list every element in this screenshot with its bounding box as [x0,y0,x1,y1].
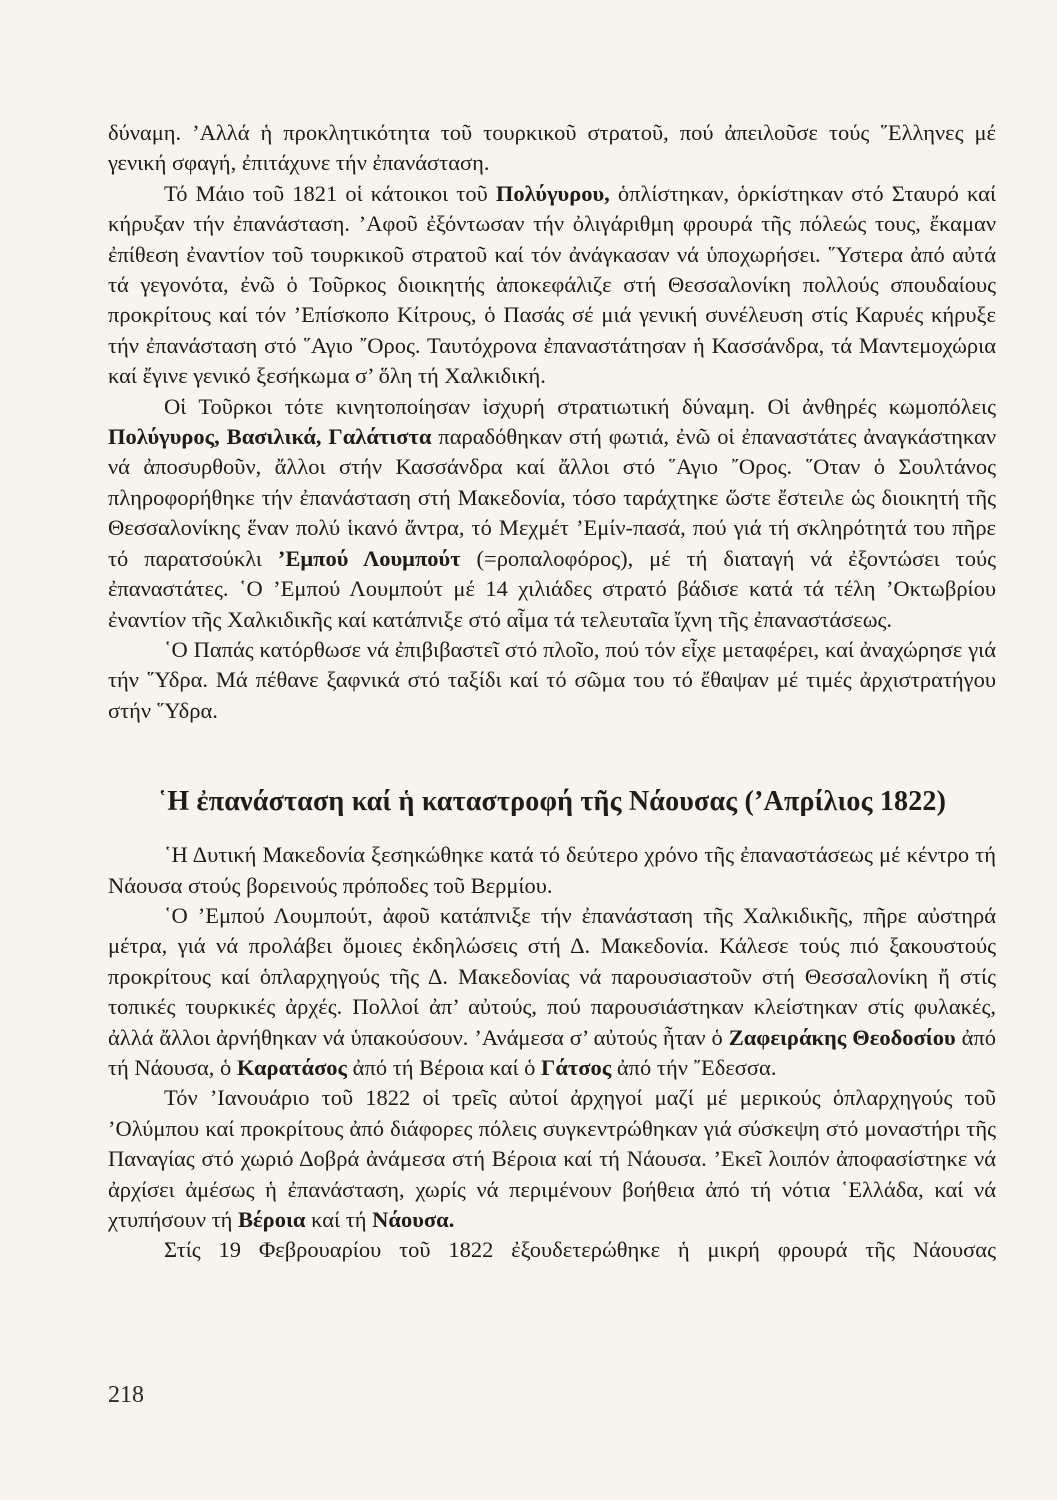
page-number: 218 [108,1382,144,1408]
paragraph [108,901,996,1083]
paragraph [108,1083,996,1235]
text-run: Στίς 19 Φεβρουαρίου τοῦ 1822 ἐξουδετερώθηκε ἡ μικρή φρουρά τῆς Νάουσας [164,1237,996,1263]
section-heading: ῾Η ἐπανάσταση καί ἡ καταστροφή τῆς Νάουσας (’Απρίλιος 1822) [157,786,947,818]
text-run: ἀπό τήν ῎Εδεσσα. [611,1054,777,1080]
text-run: Οἱ Τοῦρκοι τότε κινητοποίησαν ἰσχυρή στρατιωτική δύναμη. Οἱ ἀνθηρές κωμοπόλεις [164,393,996,419]
text-run: καί τή [305,1207,373,1232]
paragraph [108,392,996,635]
text-run: ῾Ο Παπάς κατόρθωσε νά ἐπιβιβαστεῖ στό πλοῖο, πού τόν εἶχε μεταφέρει, καί ἀναχώρησε γιά τήν ῞Υδρα. Μά πέθανε ξαφνικά στό ταξίδι καί τό σῶμα του τό ἔθαψαν μέ τιμές ἀρχιστρατήγου στήν ῞Υδρα. [108,636,996,723]
emphasized-term: Πολύγυρου, [495,180,610,206]
text-run: ἀπό τή Νάουσα, ὁ [108,1024,996,1080]
text-run: ὁπλίστηκαν, ὁρκίστηκαν στό Σταυρό καί κήρυξαν τήν ἐπανάσταση. ’Αφοῦ ἐξόντωσαν τήν ὀλιγάριθμη φρουρά τῆς πόλεώς τους, ἔκαμαν ἐπίθεση ἐναντίον τοῦ τουρκικοῦ στρατοῦ καί τόν ἀνάγκασαν νά ὑποχωρήσει. ῞Υστερα ἀπό αὐτά τά γεγονότα, ἐνῶ ὁ Τοῦρκος διοικητής ἀποκεφάλιζε στή Θεσσαλονίκη πολλούς σπουδαίους προκρίτους καί τόν ’Επίσκοπο Κίτρους, ὁ Πασάς σέ μιά γενική συνέλευση στίς Καρυές κήρυξε τήν ἐπανάσταση στό ῞Αγιο ῎Ορος. Ταυτόχρονα ἐπαναστάτησαν ἡ Κασσάνδρα, τά Μαντεμοχώρια καί ἔγινε γενικό ξεσήκωμα σ’ ὅλη τή Χαλκιδική. [108,180,996,389]
text-run: ἀπό τή Βέροια καί ὁ [347,1054,542,1080]
paragraph [108,179,996,392]
paragraph [108,1235,996,1265]
text-run: Τό Μάιο τοῦ 1821 οἱ κάτοικοι τοῦ [164,180,496,206]
text-run: Τόν ’Ιανουάριο τοῦ 1822 οἱ τρεῖς αὐτοί ἀρχηγοί μαζί μέ μερικούς ὁπλαρχηγούς τοῦ ’Ολύμπου καί προκρίτους ἀπό διάφορες πόλεις συγκεντρώθηκαν γιά σύσκεψη στό μοναστήρι τῆς Παναγίας στό χωριό Δοβρά ἀνάμεσα στή Βέροια καί τή Νάουσα. ’Εκεῖ λοιπόν ἀποφασίστηκε νά ἀρχίσει ἀμέσως ἡ ἐπανάσταση, χωρίς νά περιμένουν βοήθεια ἀπό τή νότια ῾Ελλάδα, καί νά χτυπήσουν τή [108,1085,996,1232]
paragraph [108,635,996,726]
emphasized-term: Γάτσος [541,1054,612,1080]
emphasized-term: Πολύγυρος, Βασιλικά, Γαλάτιστα [108,424,432,450]
paragraph [108,840,996,901]
paragraph [108,118,996,179]
emphasized-term: Ζαφειράκης Θεοδοσίου [728,1024,956,1050]
text-run: παραδόθηκαν στή φωτιά, ἐνῶ οἱ ἐπαναστάτες ἀναγκάστηκαν νά ἀποσυρθοῦν, ἄλλοι στήν Κασσάνδρα καί ἄλλοι στό ῞Αγιο ῎Ορος. ῞Οταν ὁ Σουλτάνος πληροφορήθηκε τήν ἐπανάσταση στή Μακεδονία, τόσο ταράχτηκε ὥστε ἔστειλε ὡς διοικητή τῆς Θεσσαλονίκης ἕναν πολύ ἱκανό ἄντρα, τό Μεχμέτ ’Εμίν-πασά, πού γιά τή σκληρότητά του πῆρε τό παρατσούκλι [108,424,996,571]
emphasized-term: Καρατάσος [236,1054,348,1080]
emphasized-term: Βέροια [238,1207,306,1232]
section-polygyros-revolt [108,118,996,726]
emphasized-term: Νάουσα. [372,1207,455,1232]
page-body [108,118,996,1266]
text-run: δύναμη. ’Αλλά ἡ προκλητικότητα τοῦ τουρκικοῦ στρατοῦ, πού ἀπειλοῦσε τούς ῞Ελληνες μέ γενική σφαγή, ἐπιτάχυνε τήν ἐπανάσταση. [108,120,996,176]
text-run: (=ροπαλοφόρος), μέ τή διαταγή νά ἐξοντώσει τούς ἐπαναστάτες. ῾Ο ’Εμπού Λουμπούτ μέ 14 χιλιάδες στρατό βάδισε κατά τά τέλη ’Οκτωβρίου ἐναντίον τῆς Χαλκιδικῆς καί κατάπνιξε στό αἷμα τά τελευταῖα ἴχνη τῆς ἐπαναστάσεως. [108,545,996,632]
text-run: ῾Ο ’Εμπού Λουμπούτ, ἀφοῦ κατάπνιξε τήν ἐπανάσταση τῆς Χαλκιδικῆς, πῆρε αὐστηρά μέτρα, γιά νά προλάβει ὅμοιες ἐκδηλώσεις στή Δ. Μακεδονία. Κάλεσε τούς πιό ξακουστούς προκρίτους καί ὁπλαρχηγούς τῆς Δ. Μακεδονίας νά παρουσιαστοῦν στή Θεσσαλονίκη ἤ στίς τοπικές τουρκικές ἀρχές. Πολλοί ἀπ’ αὐτούς, πού παρουσιάστηκαν κλείστηκαν στίς φυλακές, ἀλλά ἄλλοι ἀρνήθηκαν νά ὑπακούσουν. ’Ανάμεσα σ’ αὐτούς ἦταν ὁ [108,902,996,1050]
emphasized-term: ’Εμπού Λουμπούτ [277,545,461,571]
section-naousa-revolt [108,840,996,1266]
text-run: ῾Η Δυτική Μακεδονία ξεσηκώθηκε κατά τό δεύτερο χρόνο τῆς ἐπαναστάσεως μέ κέντρο τή Νάουσα στούς βορεινούς πρόποδες τοῦ Βερμίου. [108,842,996,898]
